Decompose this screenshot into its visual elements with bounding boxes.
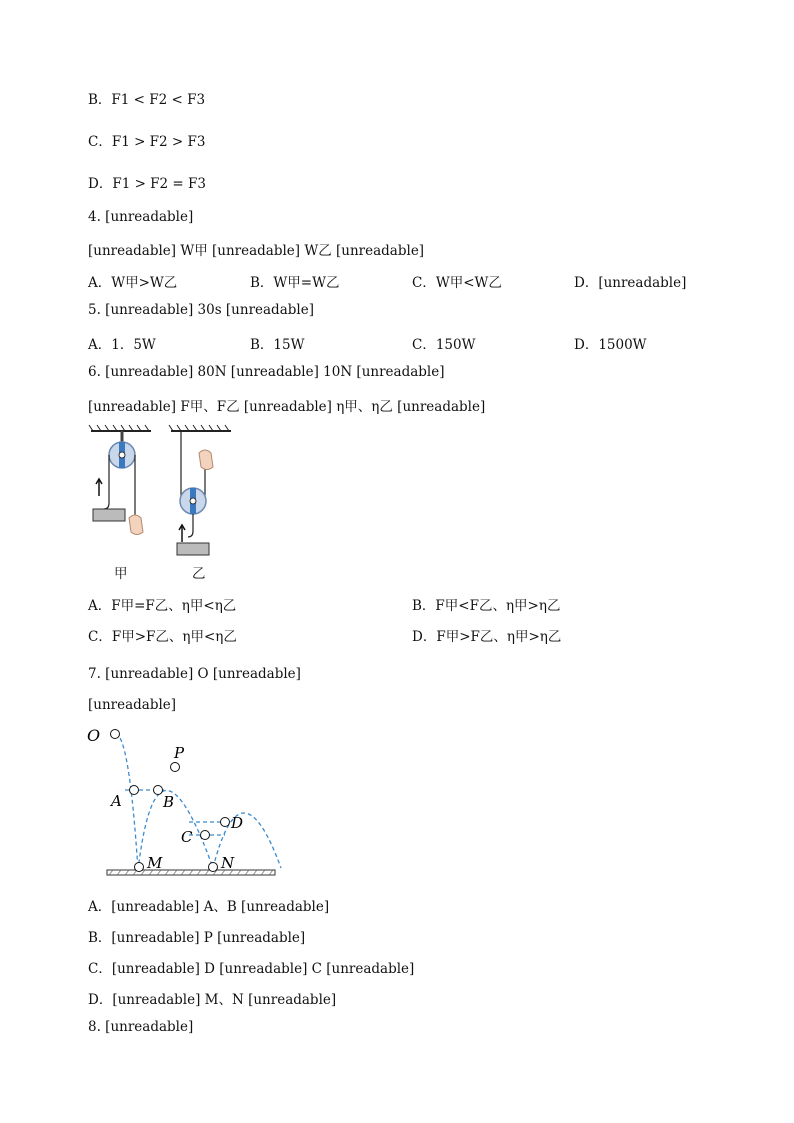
label-B: B (163, 793, 175, 811)
q8-stem: 8. [unreadable] (88, 1019, 194, 1035)
pulley-diagram (85, 423, 245, 583)
q4-stem-line1: 4. [unreadable] (88, 209, 194, 225)
ball-B (154, 786, 163, 795)
ball-A (130, 786, 139, 795)
q5-option-d: D．1500W (574, 337, 647, 353)
q4-stem-line2: [unreadable] W甲 [unreadable] W乙 [unreadable] (88, 243, 425, 259)
hook-icon (104, 503, 109, 509)
movable-pulley-icon (180, 488, 206, 514)
q5-option-a: A．1．5W (88, 337, 156, 353)
q3-option-c: C．F1 > F2 > F3 (88, 134, 206, 150)
q3-option-b: B．F1 < F2 < F3 (88, 92, 206, 108)
q7-stem-line1: 7. [unreadable] O [unreadable] (88, 666, 301, 682)
ball-M (135, 863, 144, 872)
ceiling-jia-icon (89, 425, 151, 431)
q4-option-d: D．[unreadable] (574, 275, 687, 291)
ball-O (111, 730, 120, 739)
label-D: D (231, 814, 244, 832)
weight-block-jia (93, 509, 125, 521)
label-C: C (181, 828, 193, 846)
label-O: O (87, 726, 101, 745)
hand-jia-icon (129, 515, 143, 535)
q5-stem: 5. [unreadable] 30s [unreadable] (88, 302, 314, 318)
ball-N (209, 863, 218, 872)
q6-stem-line1: 6. [unreadable] 80N [unreadable] 10N [unreadable] (88, 364, 445, 380)
q6-option-d: D．F甲>F乙、η甲>η乙 (412, 629, 562, 645)
ceiling-yi-icon (169, 425, 231, 431)
label-P: P (174, 744, 185, 762)
q3-option-d: D．F1 > F2 = F3 (88, 176, 206, 192)
q7-option-b: B．[unreadable] P [unreadable] (88, 930, 306, 946)
label-jia: 甲 (114, 566, 128, 582)
q7-option-d: D．[unreadable] M、N [unreadable] (88, 992, 337, 1008)
q4-option-b: B．W甲=W乙 (250, 275, 340, 291)
q5-option-c: C．150W (412, 337, 476, 353)
q6-option-a: A．F甲=F乙、η甲<η乙 (88, 598, 237, 614)
label-A: A (111, 792, 122, 810)
bounce-trajectory-diagram (85, 722, 305, 882)
q7-option-c: C．[unreadable] D [unreadable] C [unreadable] (88, 961, 415, 977)
label-yi: 乙 (192, 566, 206, 582)
fixed-pulley-icon (109, 431, 135, 468)
q7-stem-line2: [unreadable] (88, 697, 177, 713)
ball-D (221, 818, 230, 827)
ball-P (171, 763, 180, 772)
q6-option-b: B．F甲<F乙、η甲>η乙 (412, 598, 561, 614)
hand-yi-icon (199, 450, 213, 470)
hook-yi-icon (188, 531, 193, 537)
q6-stem-line2: [unreadable] F甲、F乙 [unreadable] η甲、η乙 [unreadable] (88, 399, 486, 415)
label-N: N (221, 854, 235, 872)
q7-option-a: A．[unreadable] A、B [unreadable] (88, 899, 330, 915)
ball-C (201, 831, 210, 840)
trajectory-path (115, 734, 281, 870)
label-M: M (147, 854, 163, 872)
q5-option-b: B．15W (250, 337, 305, 353)
weight-block-yi (177, 543, 209, 555)
q6-option-c: C．F甲>F乙、η甲<η乙 (88, 629, 237, 645)
q4-option-c: C．W甲<W乙 (412, 275, 502, 291)
q4-option-a: A．W甲>W乙 (88, 275, 178, 291)
